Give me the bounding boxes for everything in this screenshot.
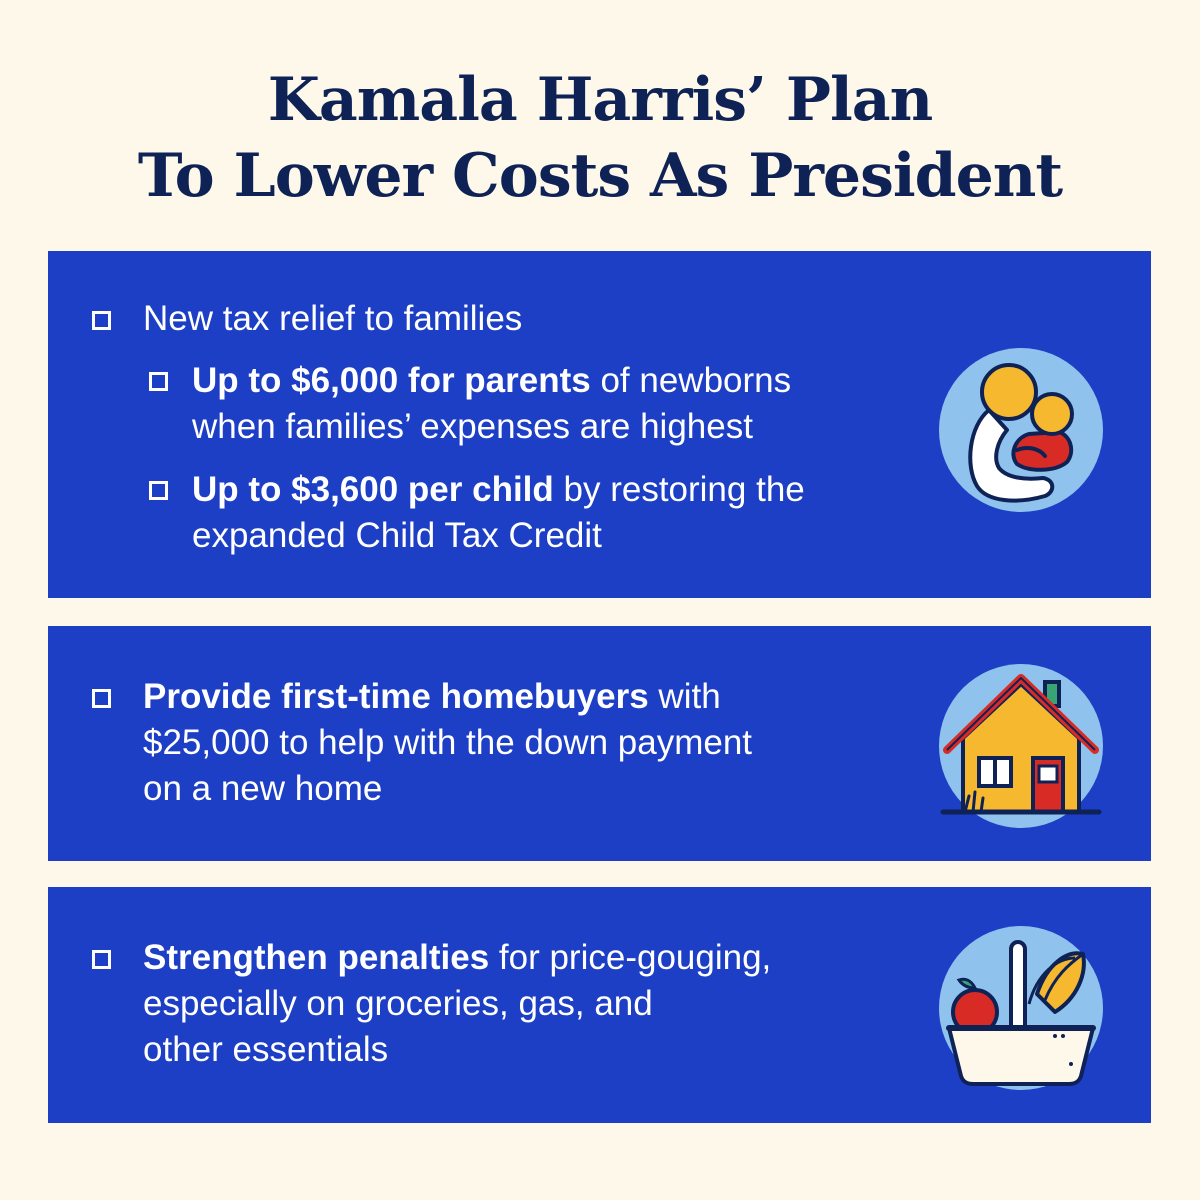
checkbox-icon: [92, 311, 111, 330]
homebuyer-item: [143, 674, 863, 812]
title-line-2: To Lower Costs As President: [137, 141, 1063, 211]
price-gouging-text-2: especially on groceries, gas, and: [143, 984, 653, 1023]
checkbox-icon: [149, 372, 168, 391]
price-gouging-bold: Strengthen penalties: [143, 938, 490, 977]
homebuyer-text-3: on a new home: [143, 769, 383, 808]
page-title: [0, 62, 1200, 214]
child-credit-item: [192, 467, 932, 559]
tax-relief-text: New tax relief to families: [143, 299, 523, 338]
house-icon: [937, 662, 1105, 830]
newborn-credit-item: [192, 358, 912, 450]
tax-relief-item: [143, 296, 522, 342]
child-credit-bold: Up to $3,600 per child: [192, 470, 554, 509]
newborn-credit-text-2: when families’ expenses are highest: [192, 407, 753, 446]
homebuyer-bold: Provide first-time homebuyers: [143, 677, 649, 716]
title-line-1: Kamala Harris’ Plan: [267, 65, 933, 135]
parent-child-icon: [937, 346, 1105, 514]
newborn-credit-text: of newborns: [590, 361, 792, 400]
grocery-basket-icon: [937, 924, 1105, 1092]
price-gouging-text-3: other essentials: [143, 1030, 389, 1069]
checkbox-icon: [92, 950, 111, 969]
homebuyer-text-2: $25,000 to help with the down payment: [143, 723, 753, 762]
child-credit-text-2: expanded Child Tax Credit: [192, 516, 602, 555]
checkbox-icon: [92, 689, 111, 708]
newborn-credit-bold: Up to $6,000 for parents: [192, 361, 591, 400]
tax-relief-panel: [48, 251, 1151, 598]
price-gouging-panel: [48, 887, 1151, 1123]
homebuyer-text: with: [648, 677, 721, 716]
child-credit-text: by restoring the: [553, 470, 805, 509]
price-gouging-text: for price-gouging,: [489, 938, 772, 977]
price-gouging-item: [143, 935, 863, 1073]
homebuyer-panel: [48, 626, 1151, 861]
checkbox-icon: [149, 481, 168, 500]
